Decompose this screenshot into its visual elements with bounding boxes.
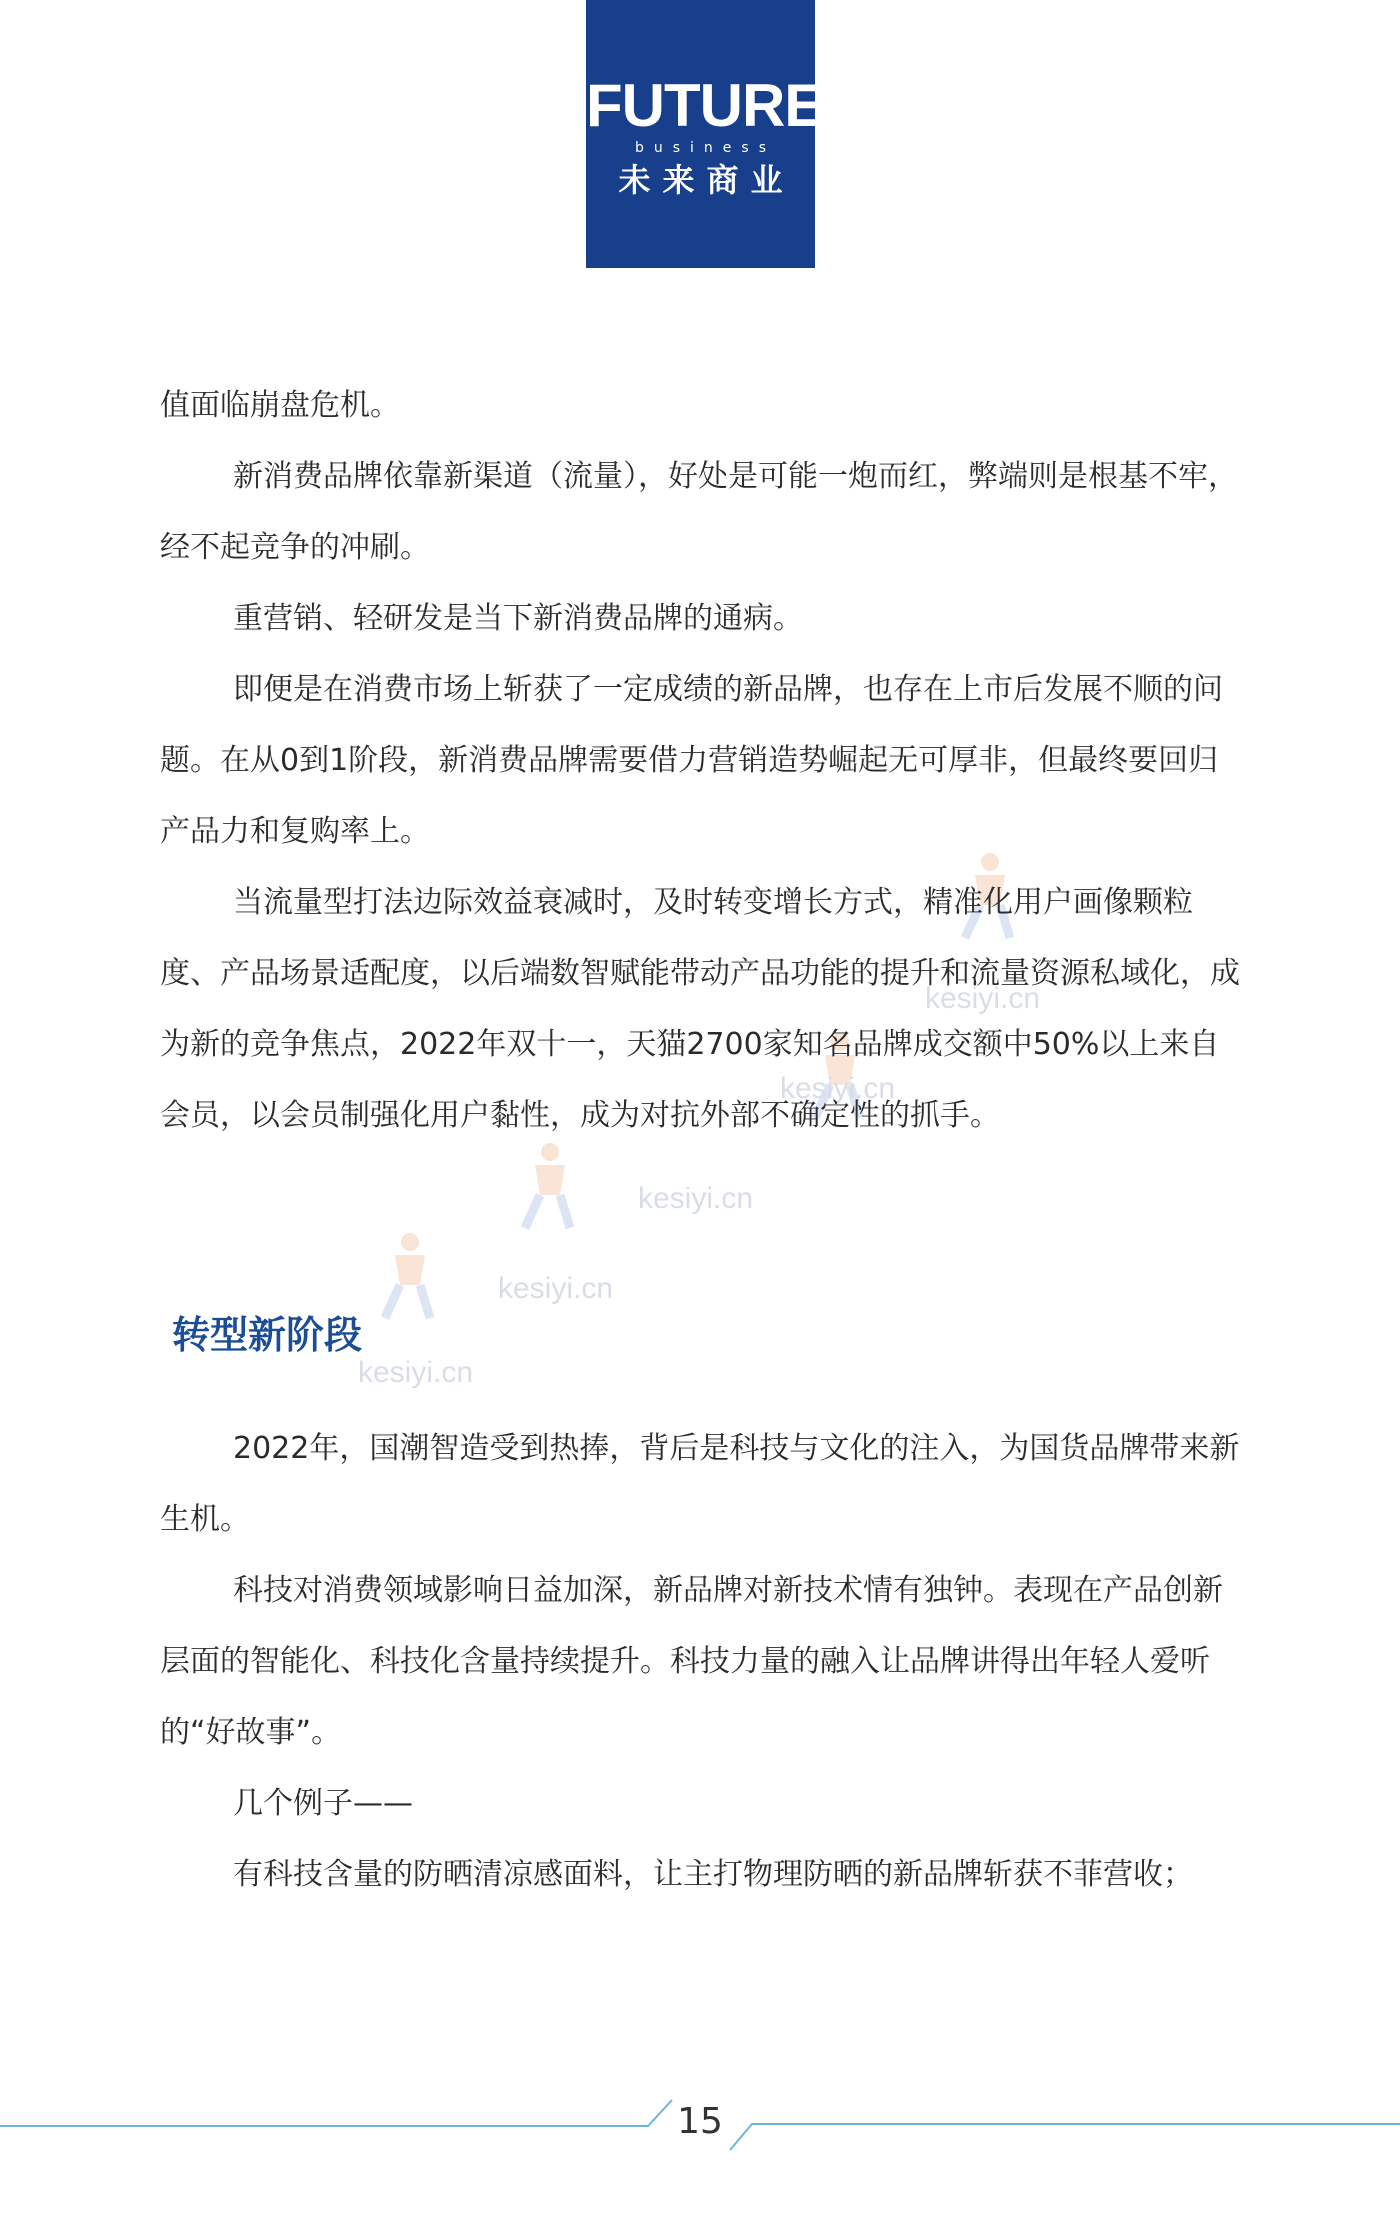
section-heading: 转型新阶段 — [172, 1313, 363, 1357]
page-number: 15 — [677, 2101, 723, 2142]
watermark-text: kesiyi.cn — [780, 1072, 896, 1105]
paragraph: 有科技含量的防晒清凉感面料，让主打物理防晒的新品牌斩获不菲营收； — [233, 1857, 1193, 1892]
paragraph: 几个例子—— — [233, 1786, 413, 1821]
watermark-text: kesiyi.cn — [638, 1182, 754, 1215]
paragraph: 重营销、轻研发是当下新消费品牌的通病。 — [233, 601, 803, 636]
watermark-figure-icon — [370, 1230, 440, 1320]
logo-wordmark: FUTURE — [586, 72, 824, 139]
watermark-text: kesiyi.cn — [498, 1272, 614, 1305]
logo-chinese-name: 未来商业 — [618, 161, 795, 199]
brand-logo — [586, 0, 824, 268]
watermark-text: kesiyi.cn — [358, 1356, 474, 1389]
watermark-text: kesiyi.cn — [925, 982, 1041, 1015]
article-section-2 — [160, 1413, 1240, 1910]
paragraph: 新消费品牌依靠新渠道（流量），好处是可能一炮而红，弊端则是根基不牢，经不起竞争的冲刷。 — [160, 459, 1238, 565]
paragraph: 科技对消费领域影响日益加深，新品牌对新技术情有独钟。表现在产品创新层面的智能化、科技化含量持续提升。科技力量的融入让品牌讲得出年轻人爱听的“好故事”。 — [160, 1573, 1223, 1750]
watermark-figure-icon — [510, 1140, 580, 1230]
paragraph: 当流量型打法边际效益衰减时，及时转变增长方式，精准化用户画像颗粒度、产品场景适配度，以后端数智赋能带动产品功能的提升和流量资源私域化，成为新的竞争焦点，2022年双十一，天猫2700家知名品牌成交额中50%以上来自会员，以会员制强化用户黏性，成为对抗外部不确定性的抓手。 — [160, 885, 1240, 1133]
paragraph: 值面临崩盘危机。 — [160, 388, 400, 423]
logo-subtitle: business — [634, 140, 777, 156]
paragraph: 即便是在消费市场上斩获了一定成绩的新品牌，也存在上市后发展不顺的问题。在从0到1阶段，新消费品牌需要借力营销造势崛起无可厚非，但最终要回归产品力和复购率上。 — [160, 672, 1223, 849]
paragraph: 2022年，国潮智造受到热捧，背后是科技与文化的注入，为国货品牌带来新生机。 — [160, 1431, 1240, 1537]
article-section-1 — [160, 370, 1240, 1151]
